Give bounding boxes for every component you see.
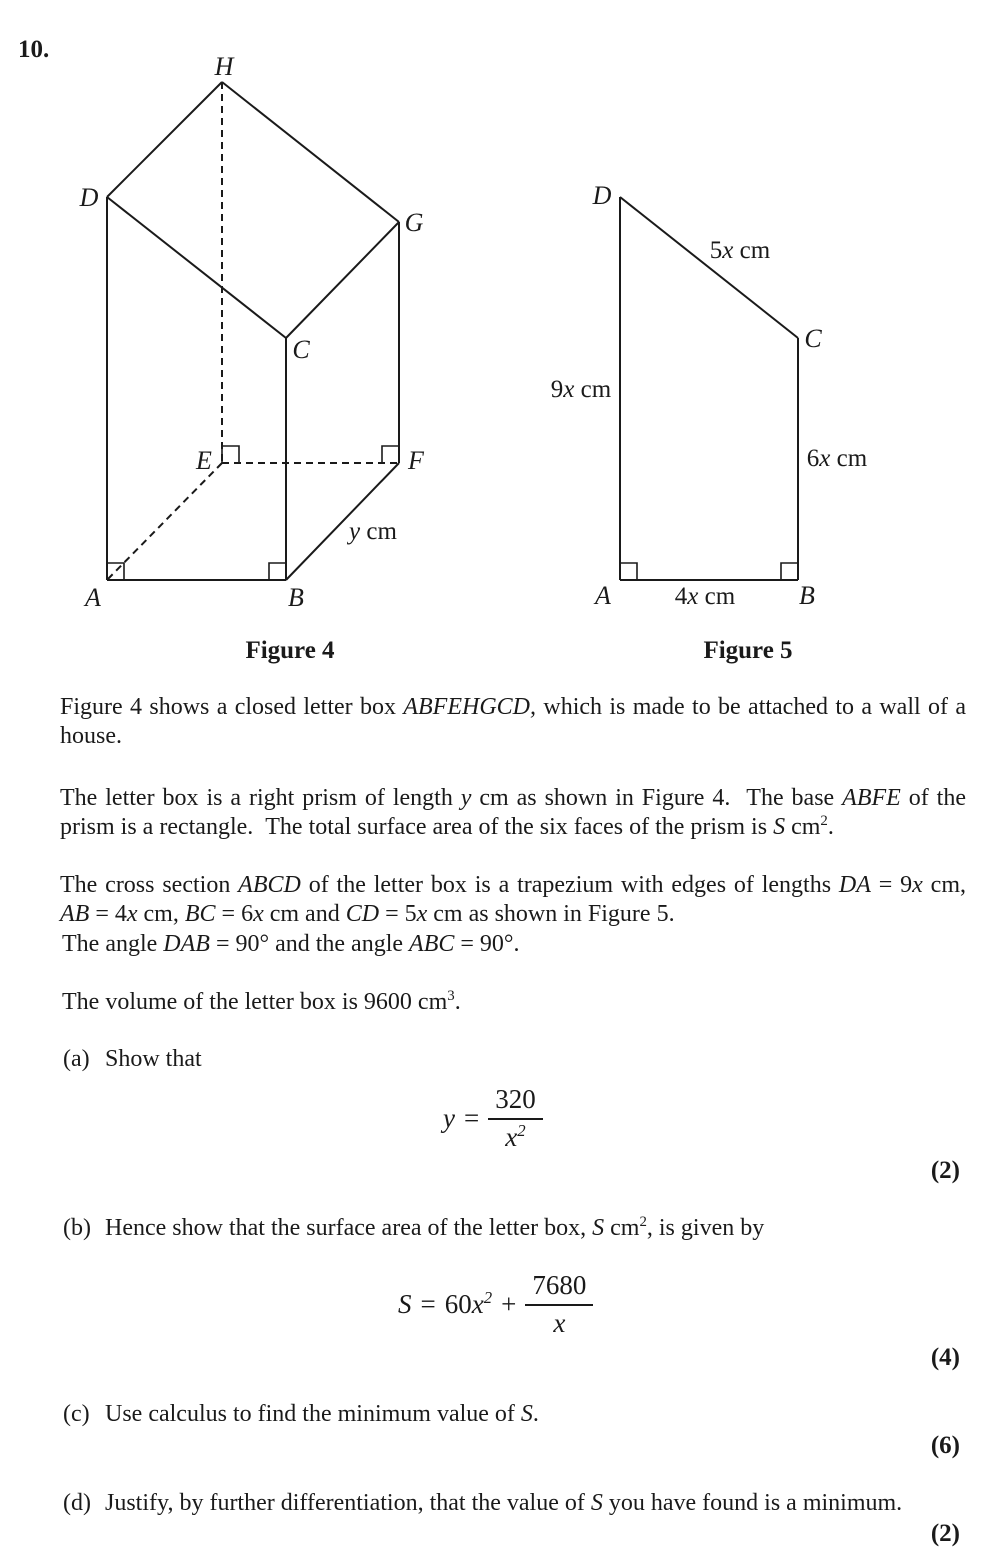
paragraph-volume: The volume of the letter box is 9600 $cm^3$. — [62, 988, 461, 1015]
edge-DC — [107, 197, 286, 338]
equation-b-term1: $60x^2$ — [444, 1287, 493, 1319]
part-c-row — [63, 1400, 539, 1429]
vertex-label-B: B — [288, 583, 304, 612]
part-c-label: (c) — [63, 1401, 90, 1427]
part-b-row — [63, 1214, 764, 1243]
plus-sign: + — [501, 1288, 517, 1319]
right-angle-mark-B — [269, 563, 286, 580]
vertex-label-F: F — [408, 446, 424, 475]
part-c-marks: (6) — [930, 1432, 960, 1459]
equation-a-lhs: y — [443, 1102, 455, 1133]
equation-a-fraction — [488, 1085, 543, 1152]
edge-CD — [620, 197, 798, 338]
equation-a — [443, 1085, 543, 1152]
vertex-label-D: D — [79, 183, 99, 212]
equation-b — [398, 1271, 593, 1338]
vertex-label-A: A — [595, 581, 611, 610]
vertex-label-G: G — [404, 208, 424, 237]
vertex-label-B: B — [799, 581, 815, 610]
fraction-denominator: $x^2$ — [505, 1120, 526, 1152]
part-d-text: Justify, by further differentiation, that the value of S you have found is a minimum. — [105, 1490, 903, 1516]
figure5-labels — [551, 181, 868, 610]
equals-sign: = — [463, 1102, 480, 1133]
figure5-caption: Figure 5 — [703, 637, 793, 664]
equation-b-lhs: S — [398, 1288, 412, 1319]
edge-GC — [286, 222, 399, 338]
right-angle-mark-A — [620, 563, 637, 580]
part-d-row — [63, 1489, 902, 1518]
part-a-marks: (2) — [930, 1157, 960, 1184]
figure4-caption: Figure 4 — [245, 637, 335, 664]
dimension-label-AB: 4x cm — [674, 583, 736, 610]
part-b-marks: (4) — [930, 1344, 960, 1371]
paragraph-intro: Figure 4 shows a closed letter box ABFEHGCD, which is made to be attached to a wall of a house. — [60, 694, 966, 749]
edge-HG — [222, 82, 399, 222]
figure5-right-angle-marks — [620, 563, 798, 580]
vertex-label-D: D — [592, 181, 612, 210]
fraction-denominator: x — [553, 1307, 566, 1338]
part-d-label: (d) — [63, 1490, 91, 1516]
part-a-row — [63, 1045, 202, 1074]
vertex-label-H: H — [214, 52, 234, 81]
equals-sign: = — [420, 1288, 436, 1319]
part-a-text: Show that — [105, 1046, 202, 1072]
edge-DH — [107, 82, 222, 197]
figure4-edges — [107, 82, 399, 580]
vertex-label-C: C — [292, 335, 310, 364]
depth-unit: cm — [360, 518, 397, 545]
fraction-numerator: 7680 — [525, 1271, 593, 1306]
vertex-label-A: A — [85, 583, 101, 612]
part-a-label: (a) — [63, 1046, 90, 1072]
right-angle-mark-B — [781, 563, 798, 580]
figure4-diagram — [60, 40, 480, 620]
dimension-label-DC: 5x cm — [709, 237, 771, 264]
depth-var: y — [349, 518, 361, 545]
depth-dimension-label — [346, 518, 397, 545]
part-b-text: Hence show that the surface area of the letter box, S $cm^2$, is given by — [105, 1214, 765, 1241]
part-c-text: Use calculus to find the minimum value of S. — [105, 1401, 539, 1427]
part-b-label: (b) — [63, 1215, 91, 1241]
figure4-right-angle-marks — [107, 446, 399, 580]
paragraph-angles: The angle DAB = 90° and the angle ABC = 90°. — [62, 931, 520, 957]
vertex-label-C: C — [804, 324, 822, 353]
paragraph-prism: The letter box is a right prism of length y cm as shown in Figure 4. The base ABFE of the prism is a rectangle. The total surface area of the six faces of the prism is S $cm^2$. — [60, 785, 967, 840]
paragraph-cross-section: The cross section ABCD of the letter box is a trapezium with edges of lengths DA = 9x cm, AB = 4x cm, BC = 6x cm and CD = 5x cm as shown in Figure 5. — [60, 872, 966, 927]
question-number: 10. — [18, 36, 50, 63]
fraction-numerator: 320 — [488, 1085, 543, 1120]
right-angle-mark-E — [222, 446, 239, 463]
part-d-marks: (2) — [930, 1520, 960, 1547]
vertex-label-E: E — [196, 446, 212, 475]
equation-b-fraction — [525, 1271, 593, 1338]
right-angle-mark-F — [382, 446, 399, 463]
dimension-label-CB: 6x cm — [806, 445, 868, 472]
figure5-diagram — [540, 160, 920, 620]
figure4-labels — [79, 52, 425, 612]
dimension-label-DA: 9x cm — [550, 376, 612, 403]
